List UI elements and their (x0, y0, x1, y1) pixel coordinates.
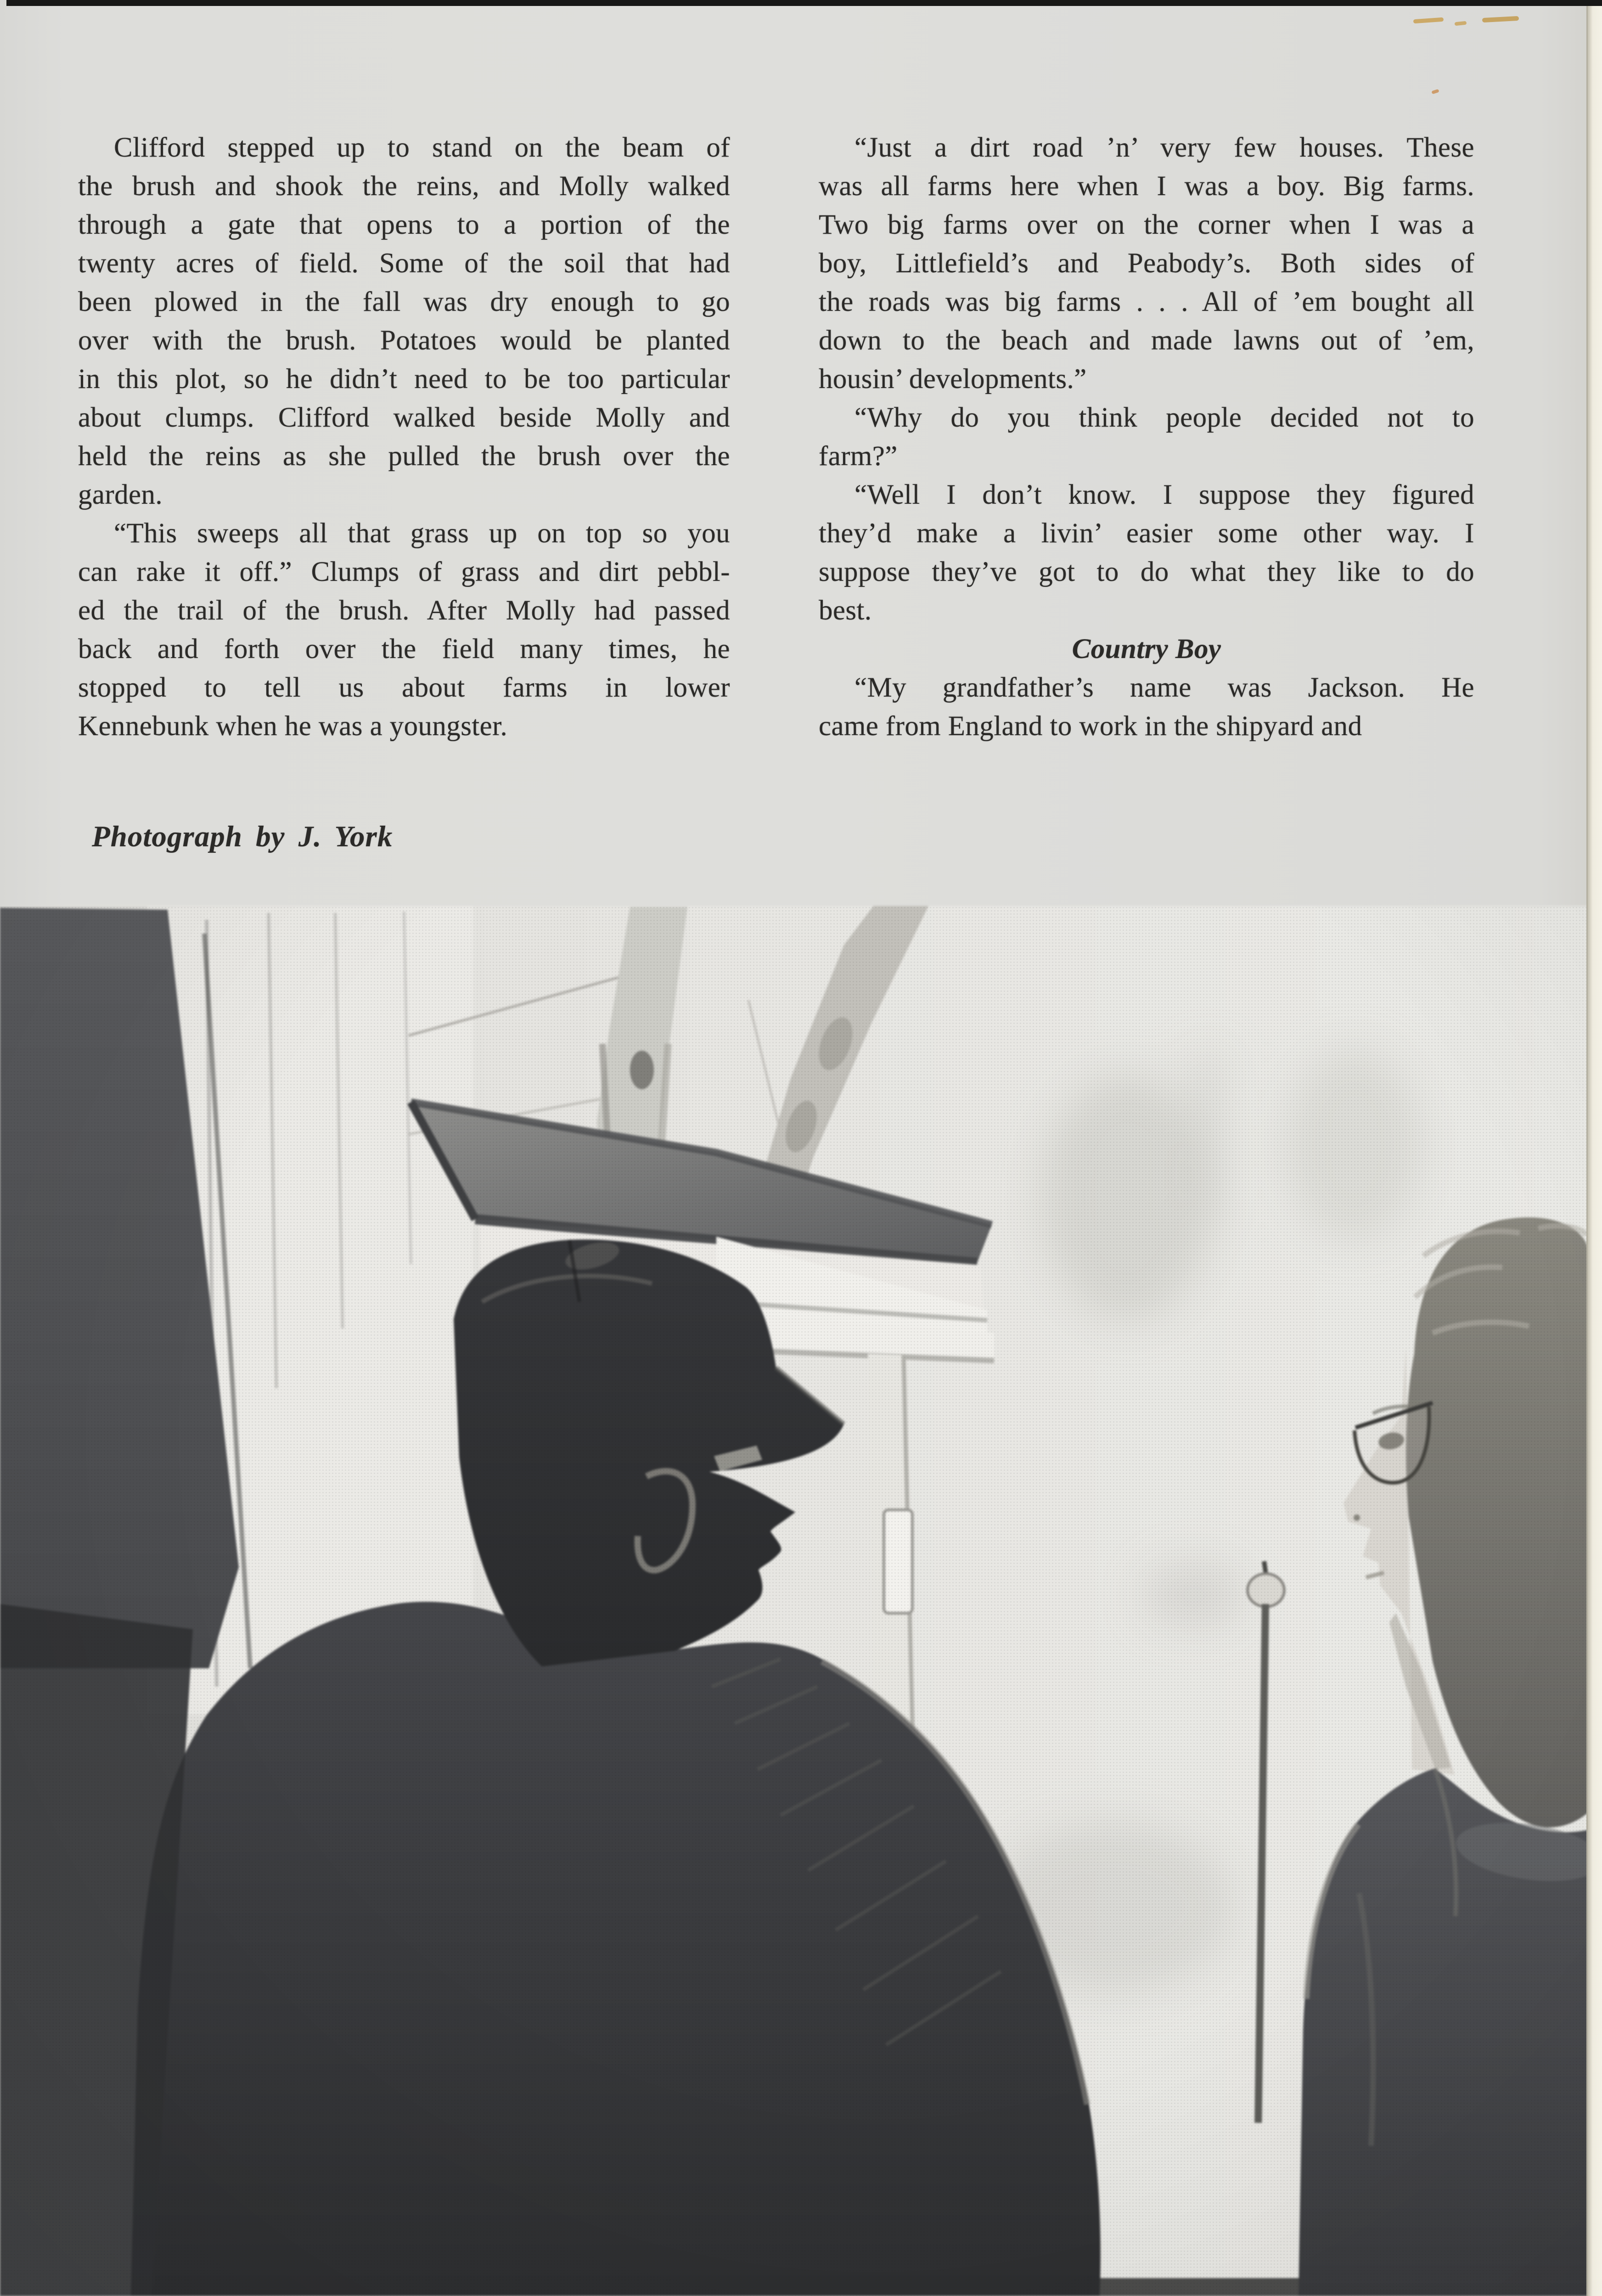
scan-edge-top (6, 0, 1602, 6)
stain-mark (1431, 89, 1439, 95)
text-line: Two big farms over on the corner when I was a (819, 209, 1474, 240)
text-line: in this plot, so he didn’t need to be too particular (78, 364, 730, 394)
text-line: “Why do you think people decided not to (854, 402, 1474, 433)
text-line: Kennebunk when he was a youngster. (78, 711, 508, 742)
column-left (78, 129, 730, 746)
text-line: over with the brush. Potatoes would be planted (78, 325, 730, 356)
page-edge (1586, 0, 1602, 2296)
text-line: back and forth over the field many times, he (78, 634, 730, 664)
text-line: can rake it off.” Clumps of grass and dirt pebbl- (78, 557, 730, 587)
photo-credit: Photograph by J. York (92, 820, 393, 853)
text-line: “This sweeps all that grass up on top so you (114, 518, 730, 549)
text-line: “My grandfather’s name was Jackson. He (854, 672, 1474, 703)
text-line: been plowed in the fall was dry enough to go (78, 287, 730, 317)
stain-mark (1482, 16, 1519, 23)
photograph (0, 906, 1588, 2296)
text-line: held the reins as she pulled the brush over the (78, 441, 730, 472)
stain-mark (1413, 17, 1444, 24)
text-line: farm?” (819, 441, 898, 472)
text-line: the brush and shook the reins, and Molly walked (78, 171, 730, 202)
photo-vignette (0, 906, 1588, 2296)
text-line: suppose they’ve got to do what they like to do (819, 557, 1474, 587)
text-line: the roads was big farms . . . All of ’em bought all (819, 287, 1474, 317)
text-line: about clumps. Clifford walked beside Molly and (78, 402, 730, 433)
text-line: best. (819, 595, 872, 626)
section-heading: Country Boy (1072, 634, 1221, 664)
article-text (78, 129, 1474, 746)
text-line: “Well I don’t know. I suppose they figured (854, 479, 1474, 510)
text-line: was all farms here when I was a boy. Big farms. (819, 171, 1474, 202)
text-line: down to the beach and made lawns out of ’em, (819, 325, 1474, 356)
text-line: stopped to tell us about farms in lower (78, 672, 730, 703)
text-line: “Just a dirt road ’n’ very few houses. These (854, 132, 1474, 163)
text-line: ed the trail of the brush. After Molly had passed (78, 595, 730, 626)
stain-mark (1455, 21, 1467, 26)
text-line: housin’ developments.” (819, 364, 1087, 394)
text-line: boy, Littlefield’s and Peabody’s. Both sides of (819, 248, 1474, 279)
text-line: garden. (78, 479, 163, 510)
text-line: twenty acres of field. Some of the soil that had (78, 248, 730, 279)
column-right (819, 129, 1474, 746)
text-line: through a gate that opens to a portion of the (78, 209, 730, 240)
text-line: they’d make a livin’ easier some other way. I (819, 518, 1474, 549)
text-line: Clifford stepped up to stand on the beam of (114, 132, 730, 163)
text-line: came from England to work in the shipyard and (819, 711, 1362, 742)
